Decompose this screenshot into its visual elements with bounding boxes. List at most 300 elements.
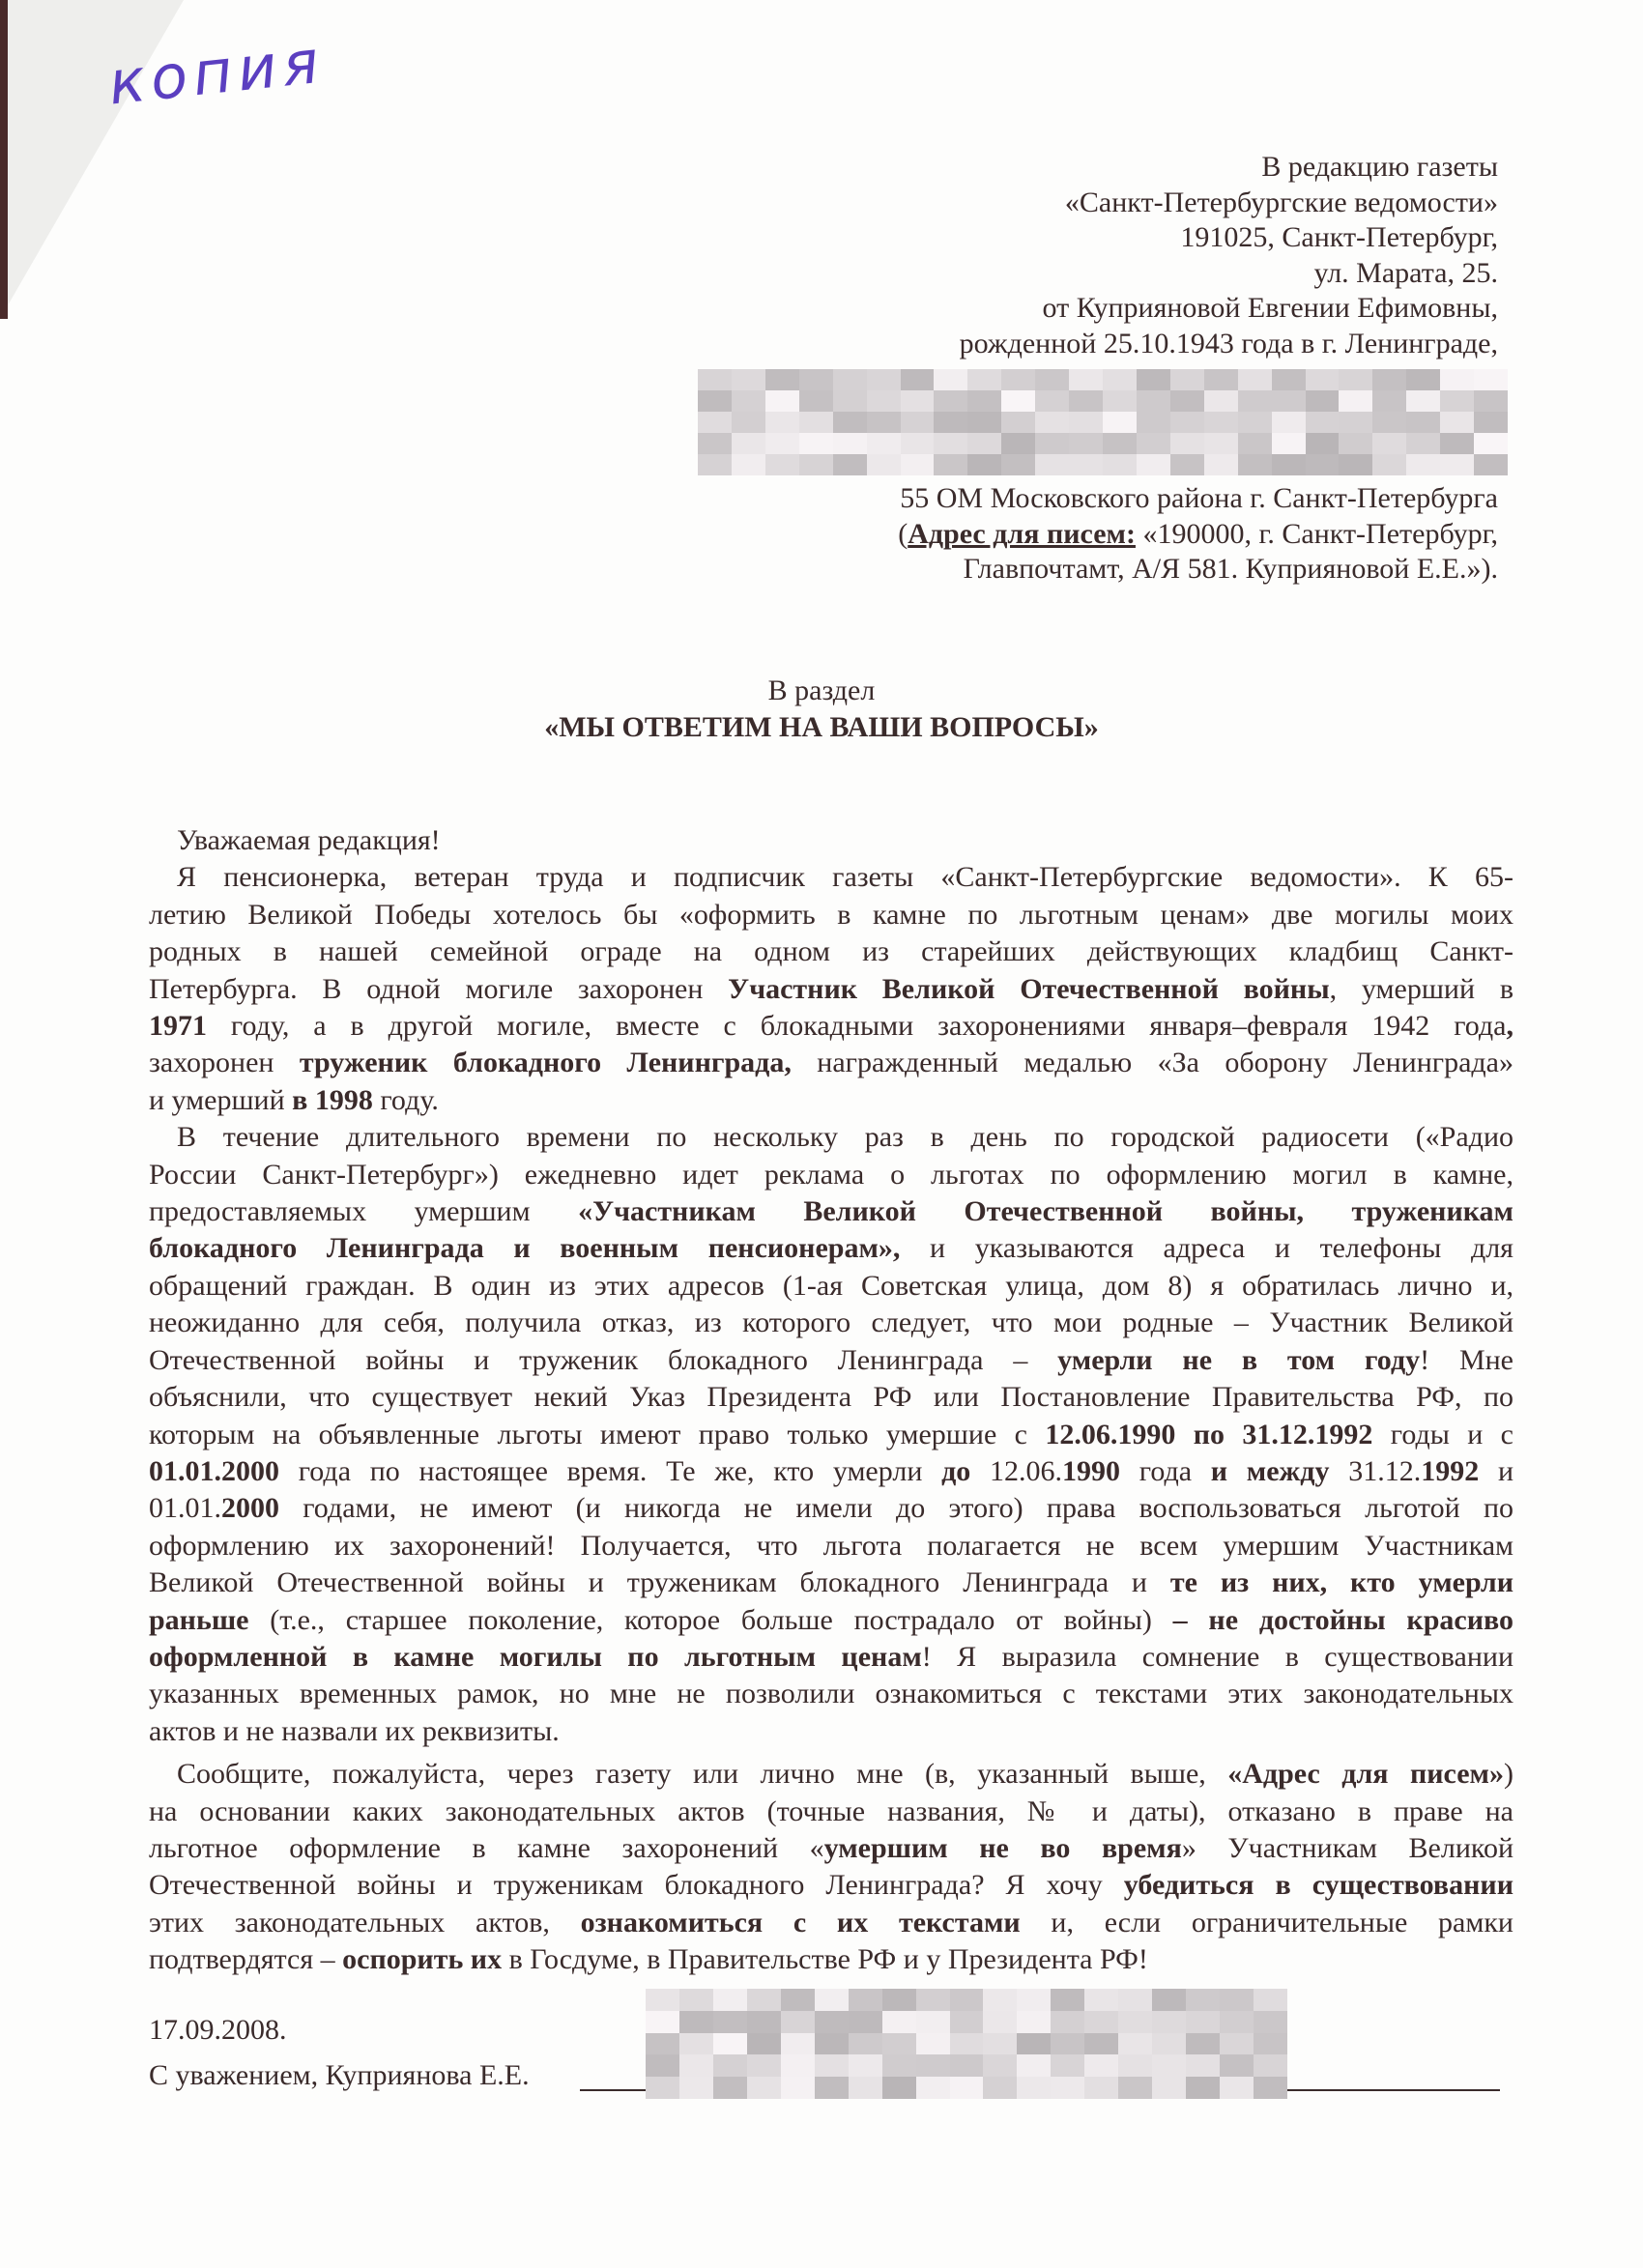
redaction-pixel bbox=[1186, 1989, 1220, 2011]
closing-regards: С уважением, Куприянова Е.Е. bbox=[149, 2059, 530, 2091]
text: Я пенсионерка, ветеран труда и подписчик газеты «Санкт-Петербургские ведомости». К 65- bbox=[177, 861, 1513, 894]
redaction-pixel bbox=[916, 2011, 950, 2033]
page-edge bbox=[0, 0, 8, 319]
redaction-pixel bbox=[1103, 390, 1137, 412]
redaction-pixel bbox=[867, 390, 901, 412]
redaction-pixel bbox=[1186, 2033, 1220, 2055]
redaction-pixel bbox=[1238, 369, 1272, 390]
letter-body bbox=[149, 822, 1513, 1979]
paragraph bbox=[149, 859, 1513, 1119]
redaction-pixel bbox=[833, 433, 867, 454]
redaction-pixel bbox=[799, 433, 833, 454]
text-line bbox=[149, 1490, 1513, 1527]
redaction-pixel bbox=[799, 412, 833, 433]
redaction-pixel bbox=[1406, 454, 1440, 475]
bold-text: до bbox=[941, 1454, 971, 1487]
text-line bbox=[149, 971, 1513, 1008]
text: ! Мне bbox=[1420, 1343, 1513, 1376]
redaction-pixel bbox=[1254, 2054, 1287, 2077]
redaction-pixel bbox=[1406, 390, 1440, 412]
redaction-pixel bbox=[882, 1989, 916, 2011]
redaction-pixel bbox=[1035, 433, 1069, 454]
redaction-pixel bbox=[815, 1989, 849, 2011]
redaction-pixel bbox=[1001, 454, 1035, 475]
redaction-pixel bbox=[1084, 2077, 1118, 2099]
redaction-pixel bbox=[1084, 1989, 1118, 2011]
redaction-pixel bbox=[765, 369, 799, 390]
redaction-pixel bbox=[833, 369, 867, 390]
redaction-pixel bbox=[916, 2033, 950, 2055]
redaction-pixel bbox=[799, 369, 833, 390]
redaction-pixel bbox=[1406, 369, 1440, 390]
redaction-pixel bbox=[1220, 2054, 1254, 2077]
redaction-pixel bbox=[815, 2054, 849, 2077]
text: этих законодательных актов, bbox=[149, 1906, 581, 1938]
bold-text: «Участникам Великой Отечественной войны, труженикам bbox=[578, 1195, 1513, 1228]
redaction-pixel bbox=[1103, 454, 1137, 475]
redaction-pixel bbox=[1152, 2033, 1186, 2055]
text: 01.01. bbox=[149, 1492, 221, 1525]
text-line bbox=[149, 1941, 1513, 1978]
mail-address-line-2: Главпочтамт, А/Я 581. Куприяновой Е.Е.»). bbox=[963, 553, 1498, 585]
redaction-pixel bbox=[967, 369, 1001, 390]
redaction-pixel bbox=[833, 454, 867, 475]
handwritten-copy-stamp: копия bbox=[104, 25, 328, 119]
text-line bbox=[149, 1639, 1513, 1676]
redaction-pixel bbox=[1051, 2054, 1084, 2077]
redaction-pixel bbox=[1372, 433, 1406, 454]
redaction-pixel bbox=[1170, 412, 1204, 433]
redaction-pixel bbox=[1306, 369, 1340, 390]
redaction-pixel bbox=[1186, 2077, 1220, 2099]
redaction-pixel bbox=[698, 433, 732, 454]
redaction-pixel bbox=[1406, 433, 1440, 454]
bold-text: Участник Великой Отечественной войны bbox=[728, 972, 1330, 1005]
redaction-pixel bbox=[967, 412, 1001, 433]
redaction-pixel bbox=[849, 1989, 882, 2011]
text: годами, не имеют (и никогда не имели до этого) права воспользоваться льготой по bbox=[279, 1492, 1513, 1525]
bold-text: убедиться в существовании bbox=[1123, 1869, 1513, 1902]
bold-text: 1992 bbox=[1421, 1454, 1480, 1487]
redaction-pixel bbox=[732, 454, 765, 475]
redaction-pixel bbox=[1118, 2077, 1152, 2099]
redaction-pixel bbox=[833, 412, 867, 433]
redaction-pixel bbox=[1017, 2054, 1051, 2077]
text: Отечественной войны и труженик блокадного Ленинграда – bbox=[149, 1343, 1058, 1376]
redaction-pixel bbox=[732, 369, 765, 390]
redaction-pixel bbox=[679, 1989, 713, 2011]
redaction-pixel bbox=[1069, 454, 1103, 475]
redaction-pixel bbox=[934, 412, 967, 433]
redaction-pixel bbox=[1372, 454, 1406, 475]
redaction-pixel bbox=[1017, 2033, 1051, 2055]
redaction-pixel bbox=[698, 390, 732, 412]
text-line bbox=[149, 1830, 1513, 1867]
redaction-pixel bbox=[882, 2011, 916, 2033]
redaction-pixel bbox=[1339, 369, 1372, 390]
text-line bbox=[149, 1008, 1513, 1045]
redaction-pixel bbox=[1254, 2033, 1287, 2055]
text-line bbox=[149, 1713, 1513, 1750]
text: родных в нашей семейной ограде на одном из старейших действующих кладбищ Санкт- bbox=[149, 935, 1513, 968]
mail-address-value: «190000, г. Санкт-Петербург, bbox=[1135, 517, 1498, 550]
recipient-line: В редакцию газеты bbox=[1261, 151, 1498, 183]
text-line bbox=[149, 897, 1513, 933]
redaction-pixel bbox=[1254, 1989, 1287, 2011]
text: предоставляемых умершим bbox=[149, 1195, 579, 1228]
recipient-line: от Куприяновой Евгении Ефимовны, bbox=[1042, 292, 1498, 324]
redaction-pixel bbox=[901, 454, 935, 475]
redaction-pixel bbox=[1440, 412, 1474, 433]
redaction-pixel bbox=[1152, 2054, 1186, 2077]
text-line bbox=[149, 1528, 1513, 1565]
redaction-pixel bbox=[1238, 433, 1272, 454]
redaction-pixel bbox=[867, 433, 901, 454]
bold-text: ознакомиться с их текстами bbox=[580, 1906, 1021, 1938]
redaction-pixel bbox=[983, 2011, 1017, 2033]
redaction-pixel bbox=[1440, 433, 1474, 454]
text: году, а в другой могиле, вместе с блокадными захоронениями января–февраля 1942 года bbox=[207, 1010, 1507, 1043]
redaction-pixel bbox=[1474, 369, 1508, 390]
bold-text: 1990 bbox=[1062, 1454, 1121, 1487]
text-line bbox=[149, 1453, 1513, 1490]
text: Сообщите, пожалуйста, через газету или лично мне (в, указанный выше, bbox=[177, 1758, 1228, 1791]
redacted-address-area bbox=[698, 369, 1508, 475]
redaction-pixel bbox=[713, 2077, 747, 2099]
redaction-pixel bbox=[1137, 390, 1170, 412]
bold-text: 01.01.2000 bbox=[149, 1454, 279, 1487]
redacted-signature bbox=[646, 1989, 1287, 2099]
redaction-pixel bbox=[1152, 2077, 1186, 2099]
redaction-pixel bbox=[1051, 2077, 1084, 2099]
redaction-pixel bbox=[1272, 390, 1306, 412]
redaction-pixel bbox=[1118, 2054, 1152, 2077]
bold-text: оформленной в камне могилы по льготным ценам bbox=[149, 1640, 922, 1673]
redaction-pixel bbox=[679, 2077, 713, 2099]
redaction-pixel bbox=[1001, 390, 1035, 412]
redaction-pixel bbox=[679, 2011, 713, 2033]
redaction-pixel bbox=[867, 454, 901, 475]
text-line bbox=[149, 1794, 1513, 1830]
redaction-pixel bbox=[901, 433, 935, 454]
redaction-pixel bbox=[849, 2033, 882, 2055]
bold-text: умершим не во время bbox=[823, 1831, 1182, 1864]
redaction-pixel bbox=[950, 2011, 984, 2033]
text-line bbox=[149, 1157, 1513, 1193]
redaction-pixel bbox=[732, 390, 765, 412]
text: 12.06. bbox=[970, 1454, 1063, 1487]
text-line bbox=[149, 1119, 1513, 1156]
redaction-pixel bbox=[698, 369, 732, 390]
redaction-pixel bbox=[967, 454, 1001, 475]
redaction-pixel bbox=[1001, 412, 1035, 433]
redaction-pixel bbox=[713, 1989, 747, 2011]
redaction-pixel bbox=[934, 454, 967, 475]
mail-address-line bbox=[898, 517, 1498, 553]
text: указанных временных рамок, но мне не позволили ознакомиться с текстами этих законодательных bbox=[149, 1678, 1513, 1710]
redaction-pixel bbox=[983, 2077, 1017, 2099]
redaction-pixel bbox=[1254, 2011, 1287, 2033]
paren: ( bbox=[898, 517, 908, 550]
redaction-pixel bbox=[765, 454, 799, 475]
redaction-pixel bbox=[849, 2054, 882, 2077]
redaction-pixel bbox=[1069, 412, 1103, 433]
redaction-pixel bbox=[983, 1989, 1017, 2011]
text-line bbox=[149, 1193, 1513, 1230]
text: награжденный медалью «За оборону Ленинграда» bbox=[791, 1047, 1513, 1079]
paragraph bbox=[149, 822, 1513, 859]
redaction-pixel bbox=[1118, 1989, 1152, 2011]
redaction-pixel bbox=[1238, 412, 1272, 433]
redaction-pixel bbox=[950, 2033, 984, 2055]
bold-text: оспорить их bbox=[342, 1943, 503, 1976]
redaction-pixel bbox=[1017, 2011, 1051, 2033]
redaction-pixel bbox=[1137, 412, 1170, 433]
text: и, если ограничительные рамки bbox=[1020, 1906, 1513, 1938]
redaction-pixel bbox=[765, 433, 799, 454]
redaction-pixel bbox=[1152, 2011, 1186, 2033]
redaction-pixel bbox=[1272, 454, 1306, 475]
bold-text: труженик блокадного Ленинграда, bbox=[299, 1047, 792, 1079]
redaction-pixel bbox=[916, 1989, 950, 2011]
bold-text: те из них, кто умерли bbox=[1169, 1566, 1513, 1599]
text-line bbox=[149, 1905, 1513, 1941]
redaction-pixel bbox=[867, 412, 901, 433]
redaction-pixel bbox=[1238, 454, 1272, 475]
redaction-pixel bbox=[1440, 454, 1474, 475]
text-line bbox=[149, 1565, 1513, 1601]
redaction-pixel bbox=[646, 2011, 679, 2033]
mail-address-label: Адрес для писем: bbox=[908, 517, 1136, 550]
bold-text: 12.06.1990 по 31.12.1992 bbox=[1045, 1418, 1373, 1450]
redaction-pixel bbox=[901, 412, 935, 433]
redaction-pixel bbox=[916, 2077, 950, 2099]
redaction-pixel bbox=[950, 1989, 984, 2011]
redaction-pixel bbox=[1001, 369, 1035, 390]
text: подтвердятся – bbox=[149, 1943, 343, 1976]
redaction-pixel bbox=[679, 2033, 713, 2055]
text: ) bbox=[1504, 1758, 1513, 1791]
redaction-pixel bbox=[815, 2011, 849, 2033]
text: и указываются адреса и телефоны для bbox=[900, 1232, 1513, 1265]
redaction-pixel bbox=[1254, 2077, 1287, 2099]
recipient-line: 191025, Санкт-Петербург, bbox=[1180, 221, 1498, 253]
text-line bbox=[149, 1602, 1513, 1639]
bold-text: умерли не в том году bbox=[1057, 1343, 1421, 1376]
redaction-pixel bbox=[849, 2077, 882, 2099]
text-line bbox=[149, 822, 1513, 859]
redaction-pixel bbox=[646, 2077, 679, 2099]
text-line bbox=[149, 1379, 1513, 1416]
redaction-pixel bbox=[1170, 454, 1204, 475]
redaction-pixel bbox=[882, 2054, 916, 2077]
redaction-pixel bbox=[1051, 2011, 1084, 2033]
redaction-pixel bbox=[983, 2054, 1017, 2077]
redaction-pixel bbox=[781, 2033, 815, 2055]
redaction-pixel bbox=[781, 2011, 815, 2033]
redaction-pixel bbox=[1137, 433, 1170, 454]
redaction-pixel bbox=[713, 2033, 747, 2055]
redaction-pixel bbox=[901, 369, 935, 390]
text-line bbox=[149, 1867, 1513, 1904]
redaction-pixel bbox=[1069, 433, 1103, 454]
paragraph bbox=[149, 1756, 1513, 1978]
text: и умерший bbox=[149, 1083, 293, 1116]
redaction-pixel bbox=[916, 2054, 950, 2077]
redaction-pixel bbox=[1118, 2011, 1152, 2033]
text-line bbox=[149, 859, 1513, 896]
letter-date: 17.09.2008. bbox=[149, 2014, 287, 2046]
bold-text: 1971 bbox=[149, 1010, 207, 1043]
redaction-pixel bbox=[1051, 1989, 1084, 2011]
redaction-pixel bbox=[1186, 2011, 1220, 2033]
redaction-pixel bbox=[646, 1989, 679, 2011]
redaction-pixel bbox=[747, 2011, 781, 2033]
redaction-pixel bbox=[1152, 1989, 1186, 2011]
redaction-pixel bbox=[1170, 433, 1204, 454]
redaction-pixel bbox=[1220, 2077, 1254, 2099]
redaction-pixel bbox=[1406, 412, 1440, 433]
text-line bbox=[149, 1417, 1513, 1453]
redaction-pixel bbox=[698, 454, 732, 475]
redaction-pixel bbox=[1204, 390, 1238, 412]
text: на основании каких законодательных актов (точные названия, № и даты), отказано в праве на bbox=[149, 1794, 1513, 1827]
recipient-line: «Санкт-Петербургские ведомости» bbox=[1064, 186, 1498, 218]
text: актов и не назвали их реквизиты. bbox=[149, 1714, 560, 1747]
redaction-pixel bbox=[867, 369, 901, 390]
redaction-pixel bbox=[1440, 390, 1474, 412]
redaction-pixel bbox=[1035, 454, 1069, 475]
redaction-pixel bbox=[901, 390, 935, 412]
redaction-pixel bbox=[1170, 390, 1204, 412]
redaction-pixel bbox=[732, 433, 765, 454]
text: В течение длительного времени по нескольку раз в день по городской радиосети («Радио bbox=[177, 1121, 1513, 1154]
redaction-pixel bbox=[1306, 433, 1340, 454]
bold-text: «Адрес для писем» bbox=[1227, 1758, 1504, 1791]
text: годы и с bbox=[1372, 1418, 1514, 1450]
redaction-pixel bbox=[1069, 390, 1103, 412]
redaction-pixel bbox=[1220, 2011, 1254, 2033]
redaction-pixel bbox=[1069, 369, 1103, 390]
redaction-pixel bbox=[1474, 390, 1508, 412]
redaction-pixel bbox=[781, 2054, 815, 2077]
redaction-pixel bbox=[1186, 2054, 1220, 2077]
redaction-pixel bbox=[646, 2033, 679, 2055]
text: летию Великой Победы хотелось бы «оформить в камне по льготным ценам» две могилы моих bbox=[149, 898, 1513, 931]
redaction-pixel bbox=[1017, 1989, 1051, 2011]
redaction-pixel bbox=[781, 1989, 815, 2011]
text: которым на объявленные льготы имеют право только умершие с bbox=[149, 1418, 1046, 1450]
redaction-pixel bbox=[1372, 369, 1406, 390]
redaction-pixel bbox=[967, 390, 1001, 412]
redaction-pixel bbox=[1440, 369, 1474, 390]
redaction-pixel bbox=[1084, 2011, 1118, 2033]
redaction-pixel bbox=[1051, 2033, 1084, 2055]
text: Отечественной войны и труженикам блокадного Ленинграда? Я хочу bbox=[149, 1869, 1124, 1902]
text-line bbox=[149, 1045, 1513, 1081]
recipient-line: рожденной 25.10.1943 года в г. Ленинграде, bbox=[959, 327, 1498, 359]
redaction-pixel bbox=[1118, 2033, 1152, 2055]
redaction-pixel bbox=[1137, 369, 1170, 390]
redaction-pixel bbox=[1204, 369, 1238, 390]
redaction-pixel bbox=[698, 412, 732, 433]
redaction-pixel bbox=[765, 390, 799, 412]
redaction-pixel bbox=[1238, 390, 1272, 412]
redaction-pixel bbox=[713, 2054, 747, 2077]
text: России Санкт-Петербург») ежедневно идет реклама о льготах по оформлению могил в камне, bbox=[149, 1158, 1513, 1191]
text: 31.12. bbox=[1329, 1454, 1422, 1487]
redaction-pixel bbox=[1001, 433, 1035, 454]
text: году. bbox=[372, 1083, 439, 1116]
redaction-pixel bbox=[1204, 433, 1238, 454]
section-heading bbox=[0, 673, 1643, 746]
redaction-pixel bbox=[747, 2033, 781, 2055]
text: неожиданно для себя, получила отказ, из которого следует, что мои родные – Участник Великой bbox=[149, 1306, 1513, 1339]
redaction-pixel bbox=[967, 433, 1001, 454]
paragraph bbox=[149, 1119, 1513, 1750]
redaction-pixel bbox=[849, 2011, 882, 2033]
text-line bbox=[149, 1305, 1513, 1341]
redaction-pixel bbox=[1204, 412, 1238, 433]
text: захоронен bbox=[149, 1047, 300, 1079]
text: года по настоящее время. Те же, кто умерли bbox=[279, 1454, 942, 1487]
bold-text: раньше bbox=[149, 1603, 249, 1636]
text: обращений граждан. В один из этих адресов (1-ая Советская улица, дом 8) я обратилась лично и, bbox=[149, 1269, 1513, 1302]
bold-text: блокадного Ленинграда и военным пенсионерам», bbox=[149, 1232, 901, 1265]
bold-text: и между bbox=[1210, 1454, 1330, 1487]
redaction-pixel bbox=[1372, 390, 1406, 412]
redaction-pixel bbox=[799, 454, 833, 475]
redaction-pixel bbox=[1306, 412, 1340, 433]
redaction-pixel bbox=[950, 2077, 984, 2099]
redaction-pixel bbox=[950, 2054, 984, 2077]
section-intro: В раздел bbox=[767, 675, 876, 706]
recipient-line: ул. Марата, 25. bbox=[1313, 256, 1498, 289]
redaction-pixel bbox=[1372, 412, 1406, 433]
redaction-pixel bbox=[747, 2054, 781, 2077]
redaction-pixel bbox=[1339, 433, 1372, 454]
redaction-pixel bbox=[1306, 454, 1340, 475]
text-line bbox=[149, 1268, 1513, 1305]
text: льготное оформление в камне захоронений « bbox=[149, 1831, 824, 1864]
redaction-pixel bbox=[1103, 369, 1137, 390]
bold-text: , bbox=[1506, 1010, 1513, 1043]
text: , умерший в bbox=[1329, 972, 1513, 1005]
redaction-pixel bbox=[1035, 369, 1069, 390]
section-title: «МЫ ОТВЕТИМ НА ВАШИ ВОПРОСЫ» bbox=[544, 711, 1099, 743]
redaction-pixel bbox=[747, 1989, 781, 2011]
redaction-pixel bbox=[1220, 1989, 1254, 2011]
text: объяснили, что существует некий Указ Президента РФ или Постановление Правительства РФ, по bbox=[149, 1381, 1513, 1414]
redaction-pixel bbox=[1035, 412, 1069, 433]
redaction-pixel bbox=[1272, 412, 1306, 433]
redaction-pixel bbox=[815, 2033, 849, 2055]
redaction-pixel bbox=[747, 2077, 781, 2099]
redaction-pixel bbox=[1170, 369, 1204, 390]
redaction-pixel bbox=[1084, 2054, 1118, 2077]
text-line bbox=[149, 933, 1513, 970]
text: в Госдуме, в Правительстве РФ и у Президента РФ! bbox=[502, 1943, 1148, 1976]
redaction-pixel bbox=[1339, 412, 1372, 433]
text-line bbox=[149, 1082, 1513, 1119]
bold-text: – не достойны красиво bbox=[1172, 1603, 1513, 1636]
text-line bbox=[149, 1756, 1513, 1793]
redaction-pixel bbox=[1084, 2033, 1118, 2055]
text: года bbox=[1120, 1454, 1211, 1487]
redaction-pixel bbox=[983, 2033, 1017, 2055]
redaction-pixel bbox=[713, 2011, 747, 2033]
redaction-pixel bbox=[1474, 454, 1508, 475]
